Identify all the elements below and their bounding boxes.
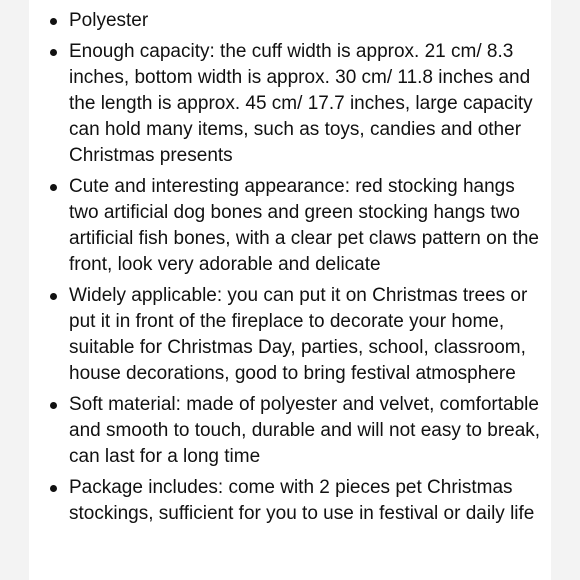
- feature-bullet-appearance: [29, 174, 551, 278]
- bullet-dot-icon: [50, 293, 57, 300]
- feature-bullet-text: Soft material: made of polyester and velvet, comfortable and smooth to touch, durable and will not easy to break, can last for a long time: [69, 394, 541, 467]
- feature-bullet-soft-material: [29, 392, 551, 470]
- bullet-dot-icon: [50, 184, 57, 191]
- feature-bullet-material: [29, 8, 551, 34]
- feature-bullet-text: Package includes: come with 2 pieces pet Christmas stockings, sufficient for you to use in festival or daily life: [69, 477, 535, 524]
- feature-bullet-list: [29, 8, 551, 532]
- bullet-dot-icon: [50, 402, 57, 409]
- product-features-panel: [29, 0, 551, 580]
- feature-bullet-text: Cute and interesting appearance: red stocking hangs two artificial dog bones and green stocking hangs two artificial fish bones, with a clear pet claws pattern on the front, look very adorable and delicate: [69, 176, 539, 275]
- bullet-dot-icon: [50, 18, 57, 25]
- feature-bullet-text: Widely applicable: you can put it on Christmas trees or put it in front of the fireplace to decorate your home, suitable for Christmas Day, parties, school, classroom, house decorations, good to bring festival atmosphere: [69, 285, 528, 384]
- bullet-dot-icon: [50, 485, 57, 492]
- feature-bullet-usage: [29, 283, 551, 387]
- feature-bullet-capacity: [29, 39, 551, 169]
- feature-bullet-package: [29, 475, 551, 527]
- feature-bullet-text: Polyester: [69, 10, 149, 31]
- feature-bullet-text: Enough capacity: the cuff width is approx. 21 cm/ 8.3 inches, bottom width is approx. 30 cm/ 11.8 inches and the length is approx. 45 cm/ 17.7 inches, large capacity can hold many items, such as toys, candies and other Christmas presents: [69, 41, 533, 166]
- bullet-dot-icon: [50, 49, 57, 56]
